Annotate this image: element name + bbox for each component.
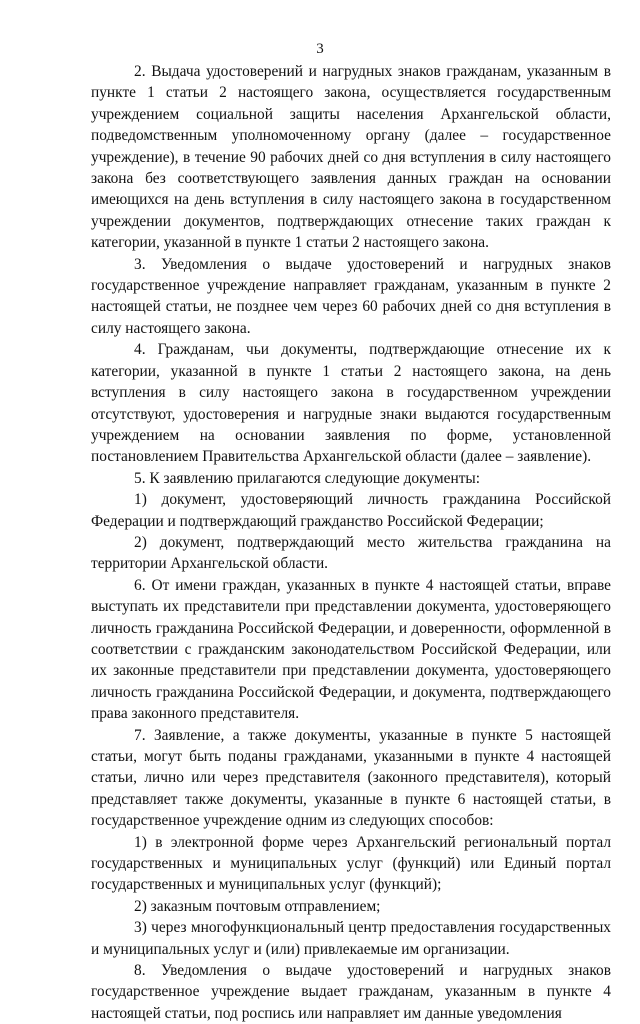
paragraph-item-7: 7. Заявление, а также документы, указанные в пункте 5 настоящей статьи, могут быть поданы гражданами, указанными в пункте 4 настоящей статьи, лично или через представителя (законного представителя), который представляет также документы, указанные в пункте 6 настоящей статьи, в государственное учреждение одним из следующих способов: — [91, 726, 611, 830]
paragraph-subitem-7-2: 2) заказным почтовым отправлением; — [134, 897, 381, 915]
paragraph-subitem-5-2: 2) документ, подтверждающий место жительства гражданина на территории Архангельской области. — [91, 533, 611, 573]
paragraph-item-2: 2. Выдача удостоверений и нагрудных знаков гражданам, указанным в пункте 1 статьи 2 настоящего закона, осуществляется государственным учреждением социальной защиты населения Архангельской области, подведомственным уполномоченному органу (далее – государственное учреждение), в течение 90 рабочих дней со дня вступления в силу настоящего закона без соответствующего заявления данных граждан на основании имеющихся на день вступления в силу настоящего закона в государственном учреждении документов, подтверждающих отнесение таких граждан к категории, указанной в пункте 1 статьи 2 настоящего закона. — [91, 63, 611, 252]
paragraph-subitem-7-1: 1) в электронной форме через Архангельский региональный портал государственных и муниципальных услуг (функций) или Единый портал государственных и муниципальных услуг (функций); — [91, 833, 611, 894]
paragraph-item-5: 5. К заявлению прилагаются следующие документы: — [134, 469, 481, 487]
paragraph-subitem-7-3: 3) через многофункциональный центр предоставления государственных и муниципальных услуг и (или) привлекаемые им организации. — [91, 919, 611, 958]
document-body — [91, 61, 611, 1024]
paragraph-item-4: 4. Гражданам, чьи документы, подтверждающие отнесение их к категории, указанной в пункте 1 статьи 2 настоящего закона, на день вступления в силу настоящего закона в государственном учреждении отсутствуют, удостоверения и нагрудные знаки выдаются государственным учреждением на основании заявления по форме, установленной постановлением Правительства Архангельской области (далее – заявление). — [91, 341, 611, 466]
paragraph-item-6: 6. От имени граждан, указанных в пункте 4 настоящей статьи, вправе выступать их представители при представлении документа, удостоверяющего личность гражданина Российской Федерации, и доверенности, оформленной в соответствии с гражданским законодательством Российской Федерации, или их законные представители при представлении документа, удостоверяющего личность гражданина Российской Федерации, и документа, подтверждающего права законного представителя. — [91, 576, 611, 723]
page-number: 3 — [316, 41, 324, 57]
paragraph-item-8: 8. Уведомления о выдаче удостоверений и нагрудных знаков государственное учреждение выдает гражданам, указанным в пункте 4 настоящей статьи, под роспись или направляет им данные уведомления — [91, 962, 611, 1022]
paragraph-item-3: 3. Уведомления о выдаче удостоверений и нагрудных знаков государственное учреждение направляет гражданам, указанным в пункте 2 настоящей статьи, не позднее чем через 60 рабочих дней со дня вступления в силу настоящего закона. — [91, 255, 611, 337]
paragraph-subitem-5-1: 1) документ, удостоверяющий личность гражданина Российской Федерации и подтверждающий гражданство Российской Федерации; — [91, 491, 611, 530]
